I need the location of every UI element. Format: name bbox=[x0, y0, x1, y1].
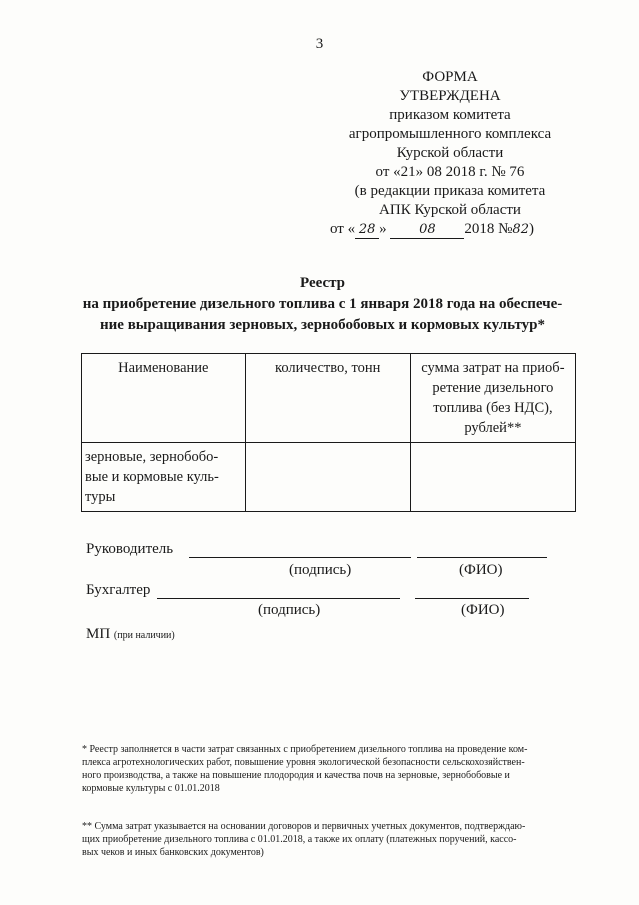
title-line-2: на приобретение дизельного топлива с 1 января 2018 года на обеспече- bbox=[82, 296, 563, 312]
head-name-caption: (ФИО) bbox=[459, 562, 503, 578]
head-signature-line[interactable] bbox=[189, 557, 411, 558]
table-row bbox=[82, 443, 576, 512]
header-name: Наименование bbox=[82, 354, 246, 443]
approval-line-date: от «21» 08 2018 г. № 76 bbox=[375, 164, 525, 180]
header-quantity: количество, тонн bbox=[245, 354, 410, 443]
registry-table bbox=[81, 353, 576, 512]
title-line-3: ние выращивания зерновых, зернобобовых и кормовых культур* bbox=[100, 317, 545, 333]
table-header-row bbox=[82, 354, 576, 443]
footnote-1-line-4: кормовые культуры с 01.01.2018 bbox=[82, 783, 220, 794]
revision-number-handwritten: 82 bbox=[512, 222, 529, 237]
footnote-2-line-1: ** Сумма затрат указывается на основании договоров и первичных учетных документов, подтверждаю- bbox=[82, 821, 526, 832]
row-crop-name bbox=[82, 443, 246, 512]
accountant-name-line[interactable] bbox=[415, 598, 529, 599]
approval-line-approved: УТВЕРЖДЕНА bbox=[399, 88, 501, 104]
row-crop-line-2: вые и кормовые куль- bbox=[85, 469, 219, 485]
row-cost-cell[interactable] bbox=[410, 443, 575, 512]
revision-month-handwritten: 08 bbox=[390, 222, 464, 239]
footnote-1-line-1: * Реестр заполняется в части затрат связанных с приобретением дизельного топлива на проведение ком- bbox=[82, 744, 528, 755]
seal-note: (при наличии) bbox=[113, 630, 175, 641]
accountant-signature-line[interactable] bbox=[157, 598, 400, 599]
page-number: 3 bbox=[315, 36, 324, 52]
seal-text: МП bbox=[86, 626, 111, 642]
approval-line-revision-date bbox=[300, 220, 600, 239]
revision-date-mid: » bbox=[379, 221, 387, 237]
revision-day-handwritten: 28 bbox=[355, 222, 379, 239]
footnote-1 bbox=[82, 743, 579, 795]
accountant-name-caption: (ФИО) bbox=[461, 602, 505, 618]
revision-year: 2018 № bbox=[464, 221, 513, 237]
footnote-2-line-3: вых чеков и иных банковских документов) bbox=[82, 847, 264, 858]
footnote-2 bbox=[82, 820, 579, 859]
head-sign-caption: (подпись) bbox=[289, 562, 352, 578]
document-title bbox=[60, 273, 585, 336]
title-line-1: Реестр bbox=[299, 275, 345, 291]
head-name-line[interactable] bbox=[417, 557, 547, 558]
approval-line-apk: АПК Курской области bbox=[379, 202, 521, 218]
seal-label bbox=[86, 626, 175, 643]
accountant-label: Бухгалтер bbox=[86, 582, 151, 598]
approval-line-form: ФОРМА bbox=[422, 69, 478, 85]
accountant-sign-caption: (подпись) bbox=[258, 602, 321, 618]
header-cost-line-1: сумма затрат на приоб- bbox=[421, 360, 565, 376]
approval-line-committee: агропромышленного комплекса bbox=[348, 126, 552, 142]
header-cost-line-3: топлива (без НДС), bbox=[433, 400, 553, 416]
head-label: Руководитель bbox=[86, 541, 174, 557]
approval-line-order: приказом комитета bbox=[389, 107, 511, 123]
footnote-1-line-3: ного производства, а также на повышение плодородия и качества почв на зерновые, зернобобовые и bbox=[82, 770, 510, 781]
approval-line-region: Курской области bbox=[396, 145, 504, 161]
header-cost-line-2: ретение дизельного bbox=[432, 380, 554, 396]
revision-date-prefix: от « bbox=[330, 221, 356, 237]
approval-stamp bbox=[300, 68, 600, 239]
header-cost-line-4: рублей** bbox=[464, 420, 522, 436]
approval-line-revision: (в редакции приказа комитета bbox=[354, 183, 546, 199]
revision-suffix: ) bbox=[528, 221, 534, 237]
footnote-2-line-2: щих приобретение дизельного топлива с 01.01.2018, а также их оплату (платежных поручений, кассо- bbox=[82, 834, 517, 845]
row-quantity-cell[interactable] bbox=[245, 443, 410, 512]
footnote-1-line-2: плекса агротехнологических работ, повышение уровня экологической безопасности сельскохозяйствен- bbox=[82, 757, 525, 768]
row-crop-line-1: зерновые, зернобобо- bbox=[85, 449, 219, 465]
row-crop-line-3: туры bbox=[85, 489, 116, 505]
header-cost bbox=[410, 354, 575, 443]
